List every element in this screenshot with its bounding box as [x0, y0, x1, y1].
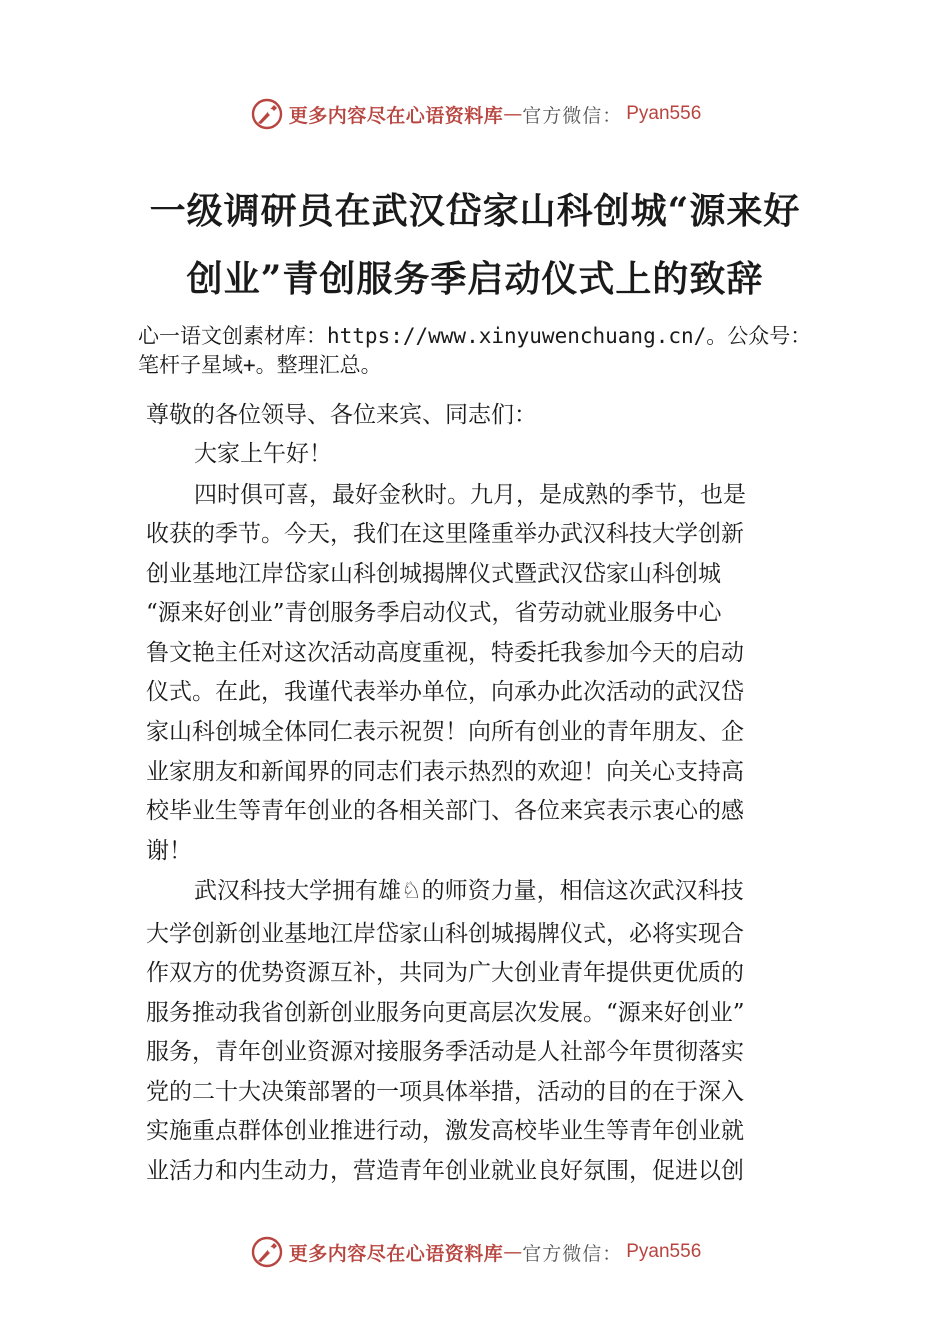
banner-wechat-label: 官方微信： — [522, 104, 623, 127]
banner-wechat-id: Pyan556 — [626, 103, 702, 124]
body-line: 仪式。在此，我谨代表举办单位，向承办此次活动的武汉岱 — [146, 679, 744, 705]
body-line: 谢！ — [146, 838, 192, 864]
body-line: “源来好创业”青创服务季启动仪式，省劳动就业服务中心 — [146, 600, 722, 626]
document-title-line-2: 创业”青创服务季启动仪式上的致辞 — [186, 258, 764, 300]
body-line: 家山科创城全体同仁表示祝贺！向所有创业的青年朋友、企 — [146, 719, 744, 745]
body-line: 业家朋友和新闻界的同志们表示热烈的欢迎！向关心支持高 — [146, 759, 744, 785]
body-line: 服务推动我省创新创业服务向更高层次发展。“源来好创业” — [146, 1000, 745, 1026]
document-title-line-1: 一级调研员在武汉岱家山科创城“源来好 — [149, 190, 801, 232]
banner-wechat-id: Pyan556 — [626, 1241, 702, 1262]
body-line: 业活力和内生动力，营造青年创业就业良好氛围，促进以创 — [146, 1158, 744, 1184]
body-line: 鲁文艳主任对这次活动高度重视，特委托我参加今天的启动 — [146, 640, 744, 666]
body-line: 收获的季节。今天，我们在这里隆重举办武汉科技大学创新 — [146, 521, 744, 547]
body-line: 大学创新创业基地江岸岱家山科创城揭牌仪式，必将实现合 — [146, 921, 744, 947]
body-line: 实施重点群体创业推进行动，激发高校毕业生等青年创业就 — [146, 1118, 744, 1144]
source-note: 心一语文创素材库：https://www.xinyuwenchuang.cn/。公众号：笔杆子星域+。整理汇总。 — [138, 324, 812, 377]
banner-wechat-label: 官方微信： — [522, 1242, 623, 1265]
body-line: 创业基地江岸岱家山科创城揭牌仪式暨武汉岱家山科创城 — [146, 561, 721, 587]
banner-separator: — — [503, 1241, 523, 1263]
banner-main-text: 更多内容尽在心语资料库 — [288, 1242, 504, 1265]
quill-logo-icon — [249, 96, 285, 132]
body-line: 服务，青年创业资源对接服务季活动是人社部今年贯彻落实 — [146, 1039, 744, 1065]
body-line: 武汉科技大学拥有雄♘的师资力量，相信这次武汉科技 — [194, 878, 744, 904]
body-line: 校毕业生等青年创业的各相关部门、各位来宾表示衷心的感 — [146, 798, 744, 824]
banner-main-text: 更多内容尽在心语资料库 — [288, 104, 504, 127]
footer-banner — [0, 1230, 950, 1274]
header-banner — [0, 92, 950, 136]
body-line: 大家上午好！ — [194, 441, 332, 467]
banner-separator: — — [503, 103, 523, 125]
body-line: 四时俱可喜，最好金秋时。九月，是成熟的季节，也是 — [194, 482, 746, 508]
body-line: 尊敬的各位领导、各位来宾、同志们： — [146, 402, 537, 428]
body-line: 党的二十大决策部署的一项具体举措，活动的目的在于深入 — [146, 1079, 744, 1105]
body-line: 作双方的优势资源互补，共同为广大创业青年提供更优质的 — [146, 960, 744, 986]
quill-logo-icon — [249, 1234, 285, 1270]
